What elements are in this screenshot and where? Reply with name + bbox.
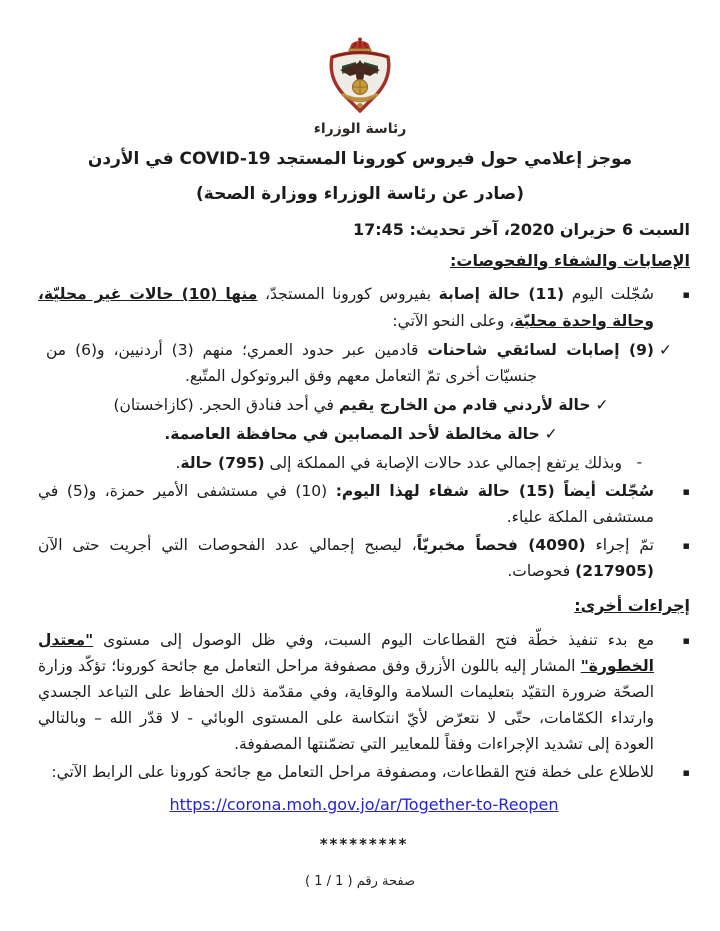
text-segment: حالة مخالطة لأحد المصابين في محافظة العاصمة. xyxy=(164,424,540,443)
bullet-square-icon: ▪ xyxy=(682,538,690,552)
text-segment: قادمين عبر حدود العمري؛ منهم (3) أردنيين، و(6) من جنسيّات أخرى تمّ التعامل معهم وفق البروتوكول المتّبع. xyxy=(46,340,537,385)
text-segment: ، وعلى النحو الآتي: xyxy=(392,311,515,330)
text-segment: سُجّلت اليوم xyxy=(564,285,654,304)
page-number-footer: صفحة رقم ( 1 / 1 ) xyxy=(304,874,416,889)
text-segment: سُجّلت أيضاً (15) حالة شفاء لهذا اليوم: xyxy=(335,481,654,500)
sub-bullet-item xyxy=(38,450,690,476)
document-title-line1: موجز إعلامي حول فيروس كورونا المستجد COVID-19 في الأردن xyxy=(87,149,633,169)
text-segment: المشار إليه باللون الأزرق وفق مصفوفة مراحل التعامل مع جائحة كورونا؛ تؤكّد وزارة الصحّة ضرورة التقيّد بتعليمات السلامة والوقاية، وفي مقدّمة ذلك الحفاظ على التباعد الجسدي وارتداء الكمّامات، حتّى لا نتعرّض لأيّ انتكاسة على المستوى الوبائي - لا قدّر الله – وبالتالي العودة إلى تشديد الإجراءات وفقاً للمعايير التي تضمّنتها المصفوفة. xyxy=(38,656,654,753)
text-segment: فحوصات. xyxy=(507,561,576,580)
text-segment: منها (10) حالات غير محليّة، وحالة واحدة محليّة xyxy=(38,285,654,330)
text-segment: (10) في مستشفى الأمير حمزة، و(5) في مستشفى الملكة علياء. xyxy=(38,481,654,526)
text-segment: (4090) فحصاً مخبريّاً xyxy=(416,535,586,554)
link-line xyxy=(38,792,690,819)
bullet-item xyxy=(38,532,690,584)
document-title-line2: (صادر عن رئاسة الوزراء ووزارة الصحة) xyxy=(196,183,524,204)
text-segment: (11) حالة إصابة xyxy=(438,285,565,304)
logo-caption: رئاسة الوزراء xyxy=(313,121,407,137)
text-segment: مع بدء تنفيذ خطّة فتح القطاعات اليوم السبت، وفي ظل الوصول إلى مستوى xyxy=(93,630,654,649)
text-segment: (9) إصابات لسائقي شاحنات xyxy=(427,340,654,359)
bullet-text xyxy=(38,627,654,757)
check-icon: ✓ xyxy=(544,424,558,443)
check-item xyxy=(38,336,690,390)
bullet-item xyxy=(38,759,690,785)
text-segment: حالة لأردني قادم من الخارج يقيم xyxy=(338,395,591,414)
bullet-text xyxy=(38,759,654,785)
bullet-text xyxy=(38,281,654,333)
globe-icon xyxy=(353,80,368,95)
text-segment: "معتدل الخطورة" xyxy=(38,630,654,675)
reopen-plan-link[interactable]: https://corona.moh.gov.jo/ar/Together-to-Reopen xyxy=(169,794,559,814)
crown-icon xyxy=(349,38,371,53)
bullet-item xyxy=(38,478,690,530)
bullet-square-icon: ▪ xyxy=(682,288,690,302)
bullet-item xyxy=(38,281,690,333)
check-icon: ✓ xyxy=(658,340,676,359)
text-segment: تمّ إجراء xyxy=(585,535,654,554)
text-segment: . xyxy=(175,453,181,472)
bullet-square-icon: ▪ xyxy=(682,633,690,647)
sub-bullet-text xyxy=(38,450,622,476)
jordan-coat-of-arms-logo xyxy=(312,36,408,116)
text-segment: (217905) xyxy=(575,561,654,580)
section-heading xyxy=(38,593,690,620)
check-item xyxy=(38,391,690,419)
text-segment: للاطلاع على خطة فتح القطاعات، ومصفوفة مراحل التعامل مع جائحة كورونا على الرابط الآتي: xyxy=(51,762,654,781)
bullet-item xyxy=(38,627,690,757)
check-item xyxy=(38,420,690,448)
text-segment: وبذلك يرتفع إجمالي عدد حالات الإصابة في المملكة إلى xyxy=(264,453,622,472)
logo-block xyxy=(0,0,720,137)
text-segment: ، ليصبح إجمالي عدد الفحوصات التي أجريت حتى الآن xyxy=(38,535,417,554)
bullet-text xyxy=(38,478,654,530)
bullet-square-icon: ▪ xyxy=(682,484,690,498)
text-segment: إجراءات أخرى: xyxy=(574,595,690,615)
bullet-text xyxy=(38,532,654,584)
text-segment: بفيروس كورونا المستجدّ، xyxy=(257,285,439,304)
check-icon: ✓ xyxy=(595,395,609,414)
bullet-square-icon: ▪ xyxy=(682,765,690,779)
document-body xyxy=(0,248,720,857)
separator-asterisks: ********* xyxy=(319,834,409,853)
text-segment: الإصابات والشفاء والفحوصات: xyxy=(450,250,690,270)
dash-icon: - xyxy=(636,452,642,471)
text-segment: (795) حالة xyxy=(180,453,265,472)
section-heading xyxy=(38,248,690,275)
date-updated-line: السبت 6 حزيران 2020، آخر تحديث: 17:45 xyxy=(352,219,690,239)
text-segment: في أحد فنادق الحجر. (كازاخستان) xyxy=(113,395,339,414)
